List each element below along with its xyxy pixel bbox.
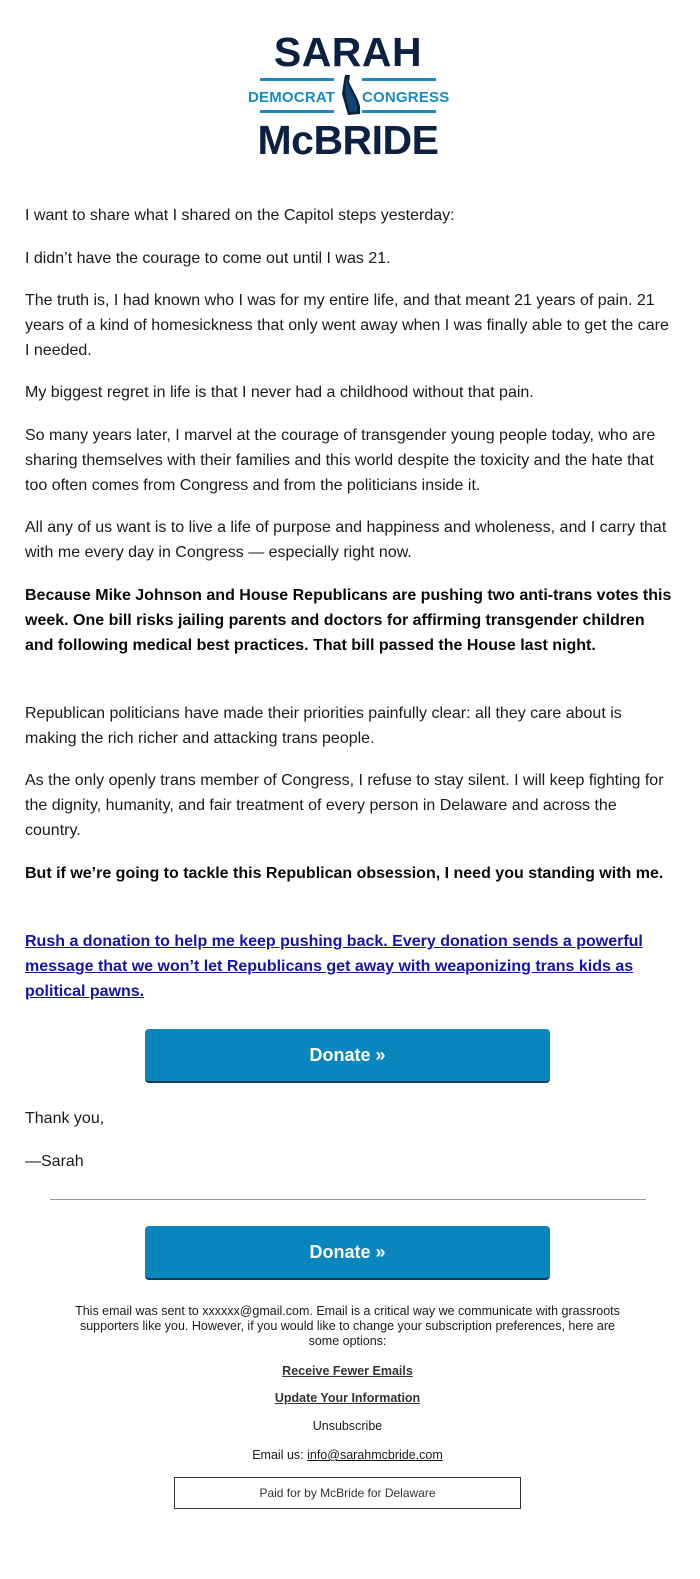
logo-rule-right-bottom xyxy=(362,110,436,113)
paragraph-5 xyxy=(25,423,675,498)
campaign-logo xyxy=(248,30,448,162)
logo-last-name: McBRIDE xyxy=(257,117,439,163)
paragraph-text: Because Mike Johnson and House Republicans are pushing two anti-trans votes this week. One bill risks jailing parents and doctors for affirming transgender children and following medical best practices. That bill passed the House last night. xyxy=(25,587,672,654)
paragraph-text: As the only openly trans member of Congress, I refuse to stay silent. I will keep fighting for the dignity, humanity, and fair treatment of every person in Delaware and across the country. xyxy=(25,772,664,839)
paragraph-text: I want to share what I shared on the Capitol steps yesterday: xyxy=(25,207,455,224)
donate-link[interactable]: Rush a donation to help me keep pushing back. Every donation sends a powerful message that we won’t let Republicans get away with weaponizing trans kids as political pawns. xyxy=(25,933,643,1000)
logo-rule-left-top xyxy=(260,78,334,81)
divider xyxy=(50,1199,646,1200)
logo-right-word: CONGRESS xyxy=(362,89,450,106)
footer-intro: This email was sent to xxxxxx@gmail.com. Email is a critical way we communicate with grassroots supporters like you. However, if you would like to change your subscription preferences, here are some options: xyxy=(75,1304,620,1348)
footer-fewer-emails-row xyxy=(70,1364,625,1379)
signoff-thanks xyxy=(25,1106,675,1131)
paragraph-1 xyxy=(25,203,675,228)
paragraph-4 xyxy=(25,380,675,405)
footer-update-row xyxy=(70,1391,625,1406)
paragraph-text: The truth is, I had known who I was for my entire life, and that meant 21 years of pain. 21 years of a kind of homesickness that only went away when I was finally able to get the care I needed. xyxy=(25,292,669,359)
paid-for-disclaimer: Paid for by McBride for Delaware xyxy=(174,1477,521,1509)
donate-button-footer[interactable]: Donate » xyxy=(145,1226,550,1280)
paragraph-2 xyxy=(25,246,675,271)
donate-button[interactable]: Donate » xyxy=(145,1029,550,1083)
email-us-link[interactable]: info@sarahmcbride.com xyxy=(307,1448,443,1462)
logo-left-word: DEMOCRAT xyxy=(248,89,336,106)
paragraph-8 xyxy=(25,701,675,751)
receive-fewer-emails-link[interactable]: Receive Fewer Emails xyxy=(282,1364,413,1378)
paragraph-7 xyxy=(25,583,675,658)
paragraph-9 xyxy=(25,768,675,843)
paragraph-text: Republican politicians have made their priorities painfully clear: all they care about is making the rich richer and attacking trans people. xyxy=(25,705,622,747)
delaware-state-icon xyxy=(336,74,362,118)
unsubscribe-link[interactable]: Unsubscribe xyxy=(312,1419,383,1433)
paragraph-text: I didn’t have the courage to come out until I was 21. xyxy=(25,250,391,267)
paragraph-text: My biggest regret in life is that I never had a childhood without that pain. xyxy=(25,384,534,401)
signoff-name-text: —Sarah xyxy=(25,1153,84,1170)
donate-link-paragraph xyxy=(25,929,675,1004)
logo-rule-right-top xyxy=(362,78,436,81)
paragraph-3 xyxy=(25,288,675,363)
paragraph-10 xyxy=(25,861,675,886)
paragraph-6 xyxy=(25,515,675,565)
update-information-link[interactable]: Update Your Information xyxy=(274,1391,421,1405)
signoff-name xyxy=(25,1149,675,1174)
logo-rule-left-bottom xyxy=(260,110,334,113)
paragraph-text: So many years later, I marvel at the courage of transgender young people today, who are sharing themselves with their families and this world despite the toxicity and the hate that too often comes from Congress and from the politicians inside it. xyxy=(25,427,656,494)
email-us-label: Email us: xyxy=(252,1448,304,1462)
signoff-thanks-text: Thank you, xyxy=(25,1110,105,1127)
footer-email-us xyxy=(70,1448,625,1463)
paragraph-text: But if we’re going to tackle this Republican obsession, I need you standing with me. xyxy=(25,865,664,882)
logo-first-name: SARAH xyxy=(273,29,423,75)
paragraph-text: All any of us want is to live a life of purpose and happiness and wholeness, and I carry that with me every day in Congress — especially right now. xyxy=(25,519,667,561)
